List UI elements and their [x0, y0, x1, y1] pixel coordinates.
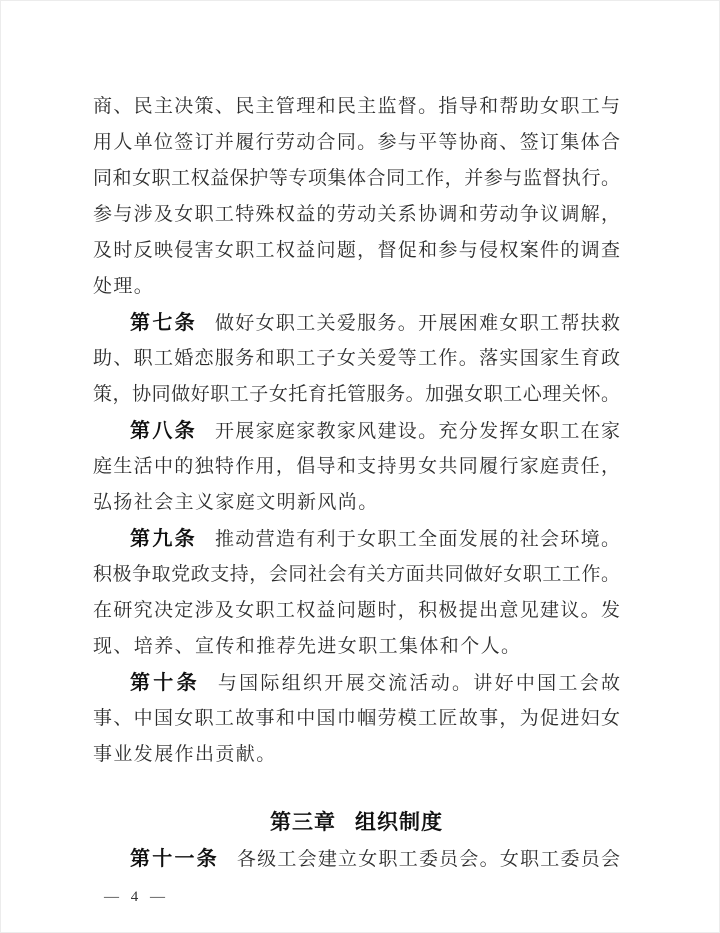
article-8-number: 第八条: [130, 420, 197, 442]
text-line: 策，协同做好职工子女托育托管服务。加强女职工心理关怀。: [93, 384, 620, 405]
text-line: 庭生活中的独特作用，倡导和支持男女共同履行家庭责任，: [93, 456, 620, 477]
text-line: 商、民主决策、民主管理和民主监督。指导和帮助女职工与: [93, 96, 620, 117]
text-line: 用人单位签订并履行劳动合同。参与平等协商、签订集体合: [93, 132, 620, 153]
text-line: 助、职工婚恋服务和职工子女关爱等工作。落实国家生育政: [93, 348, 620, 369]
article-10-number: 第十条: [130, 672, 200, 694]
article-11-text: 各级工会建立女职工委员会。女职工委员会: [236, 849, 620, 870]
article-10-opening-line: [93, 665, 620, 701]
article-11-opening-line: [93, 841, 620, 877]
article-7-text: 做好女职工关爱服务。开展困难女职工帮扶救: [214, 313, 620, 334]
section-gap: [93, 773, 620, 805]
chapter-number: 第三章: [270, 811, 336, 834]
chapter-heading: [93, 805, 620, 841]
document-body: [93, 89, 620, 877]
article-7-opening-line: [93, 305, 620, 341]
page-number: — 4 —: [104, 889, 169, 905]
paragraph-end-line: 现、培养、宣传和推荐先进女职工集体和个人。: [93, 636, 522, 657]
text-line: 积极争取党政支持，会同社会有关方面共同做好女职工工作。: [93, 564, 620, 585]
article-8-opening-line: [93, 413, 620, 449]
text-line: 事、中国女职工故事和中国巾帼劳模工匠故事，为促进妇女: [93, 708, 620, 729]
text-line: 参与涉及女职工特殊权益的劳动关系协调和劳动争议调解，: [93, 204, 620, 225]
text-line: 同和女职工权益保护等专项集体合同工作，并参与监督执行。: [93, 168, 620, 189]
paragraph-end-line: 处理。: [93, 276, 155, 297]
paragraph-end-line: 事业发展作出贡献。: [93, 744, 277, 765]
paragraph-end-line: 弘扬社会主义家庭文明新风尚。: [93, 492, 379, 513]
article-10-text: 与国际组织开展交流活动。讲好中国工会故: [217, 673, 620, 694]
article-9-number: 第九条: [130, 528, 197, 550]
article-11-number: 第十一条: [130, 848, 219, 870]
text-line: 在研究决定涉及女职工权益问题时，积极提出意见建议。发: [93, 600, 620, 621]
article-8-text: 开展家庭家教家风建设。充分发挥女职工在家: [214, 421, 620, 442]
article-7-number: 第七条: [130, 312, 197, 334]
text-line: 及时反映侵害女职工权益问题，督促和参与侵权案件的调查: [93, 240, 620, 261]
chapter-title: 组织制度: [355, 811, 443, 834]
article-9-opening-line: [93, 521, 620, 557]
article-9-text: 推动营造有利于女职工全面发展的社会环境。: [214, 529, 620, 550]
